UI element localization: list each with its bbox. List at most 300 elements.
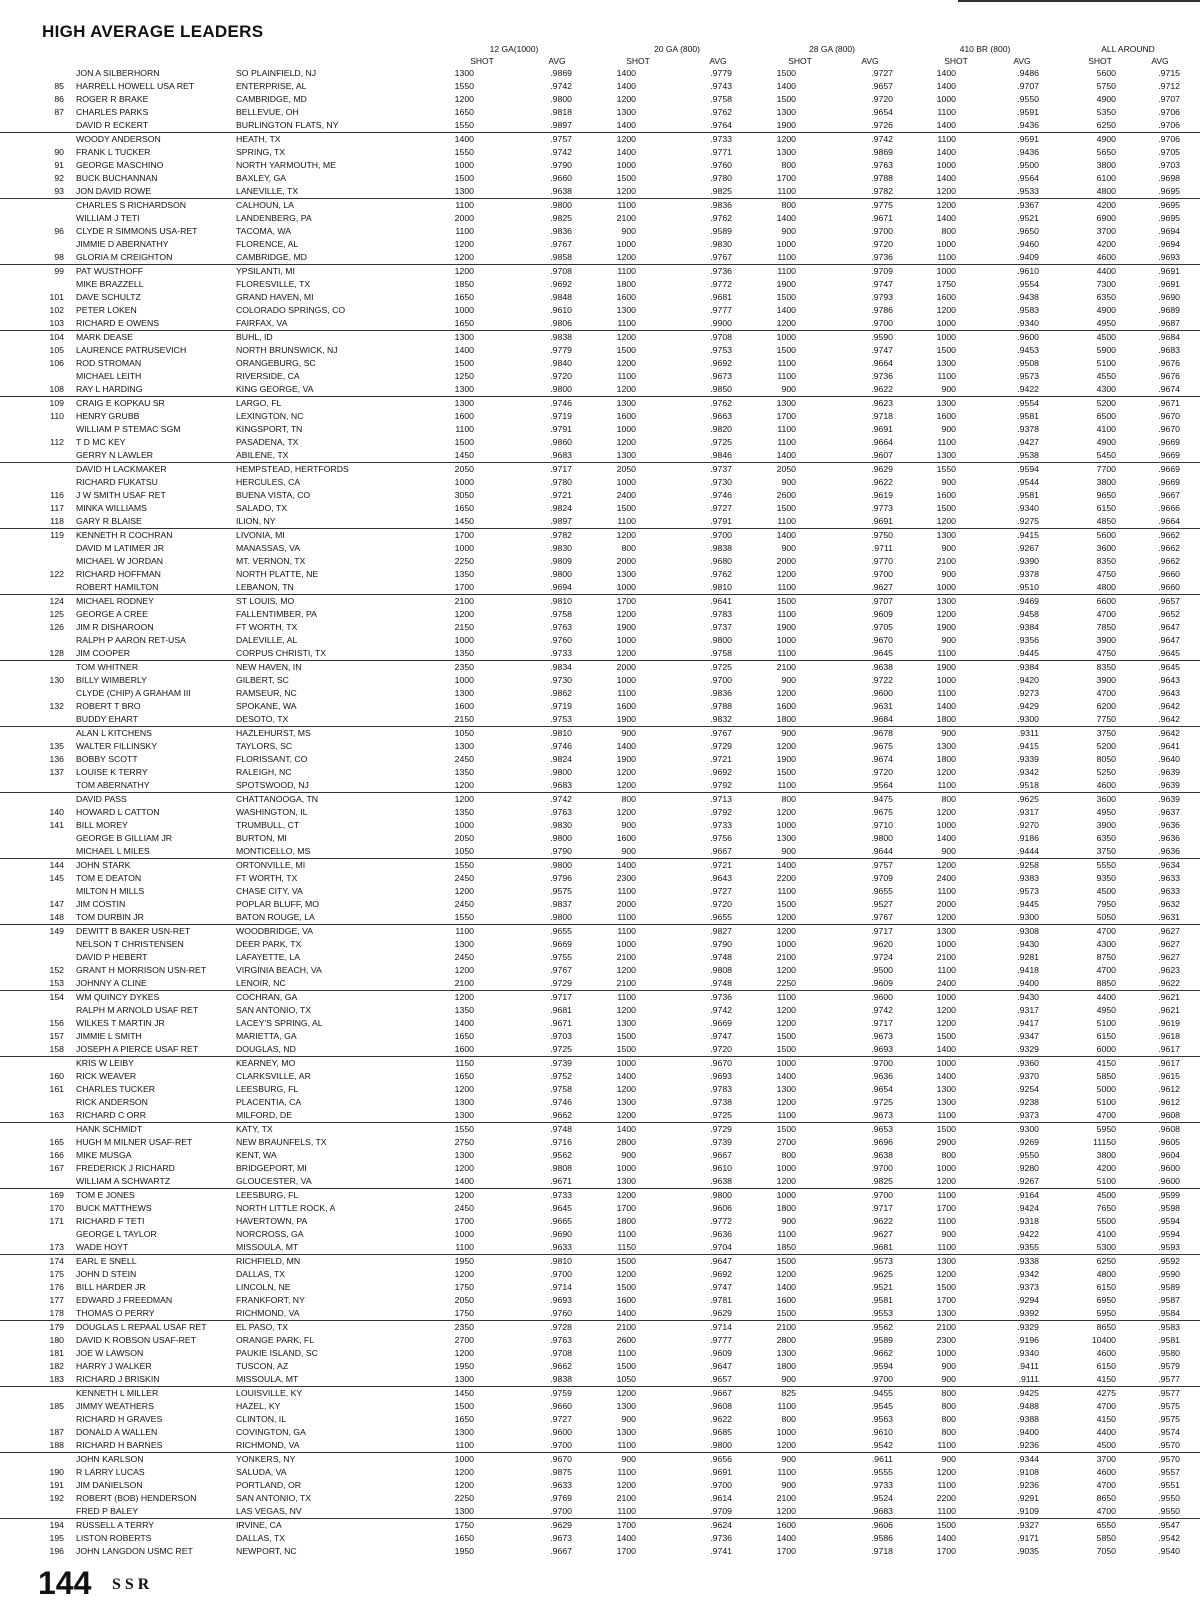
hometown: NORTH BRUNSWICK, NJ — [236, 345, 338, 355]
shot-410: 2000 — [936, 899, 956, 909]
shot-12ga: 1200 — [454, 886, 474, 896]
rank: 192 — [49, 1493, 64, 1503]
avg-410: .9430 — [1017, 939, 1039, 949]
shooter-name: CHARLES S RICHARDSON — [76, 200, 187, 210]
shot-20ga: 1300 — [616, 1018, 636, 1028]
shot-410: 1000 — [936, 1348, 956, 1358]
shot-12ga: 2150 — [454, 714, 474, 724]
shot-28ga: 800 — [781, 200, 796, 210]
shot-28ga: 900 — [781, 1480, 796, 1490]
avg-all-around: .9662 — [1158, 530, 1180, 540]
avg-12ga: .9610 — [550, 305, 572, 315]
shot-20ga: 2300 — [616, 873, 636, 883]
shot-12ga: 1050 — [454, 728, 474, 738]
shooter-name: JIM COSTIN — [76, 899, 126, 909]
avg-all-around: .9694 — [1158, 239, 1180, 249]
table-row — [0, 1334, 1200, 1347]
avg-410: .9383 — [1017, 873, 1039, 883]
avg-20ga: .9779 — [710, 68, 732, 78]
shot-12ga: 1850 — [454, 279, 474, 289]
hometown: WOODBRIDGE, VA — [236, 926, 314, 936]
avg-20ga: .9772 — [710, 279, 732, 289]
avg-12ga: .9806 — [550, 318, 572, 328]
table-row — [0, 1017, 1200, 1030]
table-row — [0, 1043, 1200, 1056]
avg-12ga: .9825 — [550, 213, 572, 223]
avg-all-around: .9695 — [1158, 200, 1180, 210]
table-row — [0, 93, 1200, 106]
shot-410: 900 — [941, 569, 956, 579]
shot-28ga: 1000 — [776, 1163, 796, 1173]
avg-410: .9373 — [1017, 1110, 1039, 1120]
table-row — [0, 67, 1200, 80]
shot-12ga: 1350 — [454, 807, 474, 817]
hometown: BUENA VISTA, CO — [236, 490, 311, 500]
hometown: BELLEVUE, OH — [236, 107, 299, 117]
shot-20ga: 1900 — [616, 622, 636, 632]
shot-20ga: 2000 — [616, 556, 636, 566]
shot-12ga: 1550 — [454, 120, 474, 130]
shooter-name: RICHARD H BARNES — [76, 1440, 163, 1450]
group-header-12ga: 12 GA(1000) — [489, 44, 539, 54]
avg-20ga: .9638 — [710, 1176, 732, 1186]
shooter-name: HENRY GRUBB — [76, 411, 140, 421]
table-row — [0, 898, 1200, 911]
avg-12ga: .9869 — [550, 68, 572, 78]
shooter-name: WILLIAM A SCHWARTZ — [76, 1176, 171, 1186]
avg-20ga: .9589 — [710, 226, 732, 236]
hometown: DESOTO, TX — [236, 714, 289, 724]
shot-28ga: 1900 — [776, 754, 796, 764]
hometown: CAMBRIDGE, MD — [236, 252, 307, 262]
avg-20ga: .9655 — [710, 912, 732, 922]
avg-410: .9186 — [1017, 833, 1039, 843]
shot-28ga: 1400 — [776, 530, 796, 540]
shot-all-around: 4100 — [1096, 424, 1116, 434]
shot-all-around: 4200 — [1096, 1163, 1116, 1173]
avg-28ga: .9590 — [871, 332, 893, 342]
avg-12ga: .9808 — [550, 1163, 572, 1173]
avg-410: .9342 — [1017, 767, 1039, 777]
shot-410: 1000 — [936, 318, 956, 328]
top-rule — [958, 0, 1200, 2]
shot-all-around: 4150 — [1096, 1374, 1116, 1384]
avg-410: .9327 — [1017, 1520, 1039, 1530]
avg-all-around: .9631 — [1158, 912, 1180, 922]
shot-all-around: 6550 — [1096, 1520, 1116, 1530]
shooter-name: RICK WEAVER — [76, 1071, 137, 1081]
shot-12ga: 1000 — [454, 675, 474, 685]
shooter-name: MINKA WILLIAMS — [76, 503, 147, 513]
column-group-headers — [0, 44, 1200, 56]
shot-20ga: 1200 — [616, 965, 636, 975]
shot-12ga: 1700 — [454, 530, 474, 540]
rank: 148 — [49, 912, 64, 922]
shot-12ga: 1300 — [454, 1374, 474, 1384]
table-row — [0, 938, 1200, 951]
hometown: PORTLAND, OR — [236, 1480, 302, 1490]
shot-20ga: 2100 — [616, 1493, 636, 1503]
shooter-name: RAY L HARDING — [76, 384, 143, 394]
shot-410: 2400 — [936, 873, 956, 883]
hometown: PAUKIE ISLAND, SC — [236, 1348, 318, 1358]
avg-all-around: .9593 — [1158, 1242, 1180, 1252]
hometown: PASADENA, TX — [236, 437, 299, 447]
shot-410: 1400 — [936, 81, 956, 91]
avg-28ga: .9664 — [871, 437, 893, 447]
avg-all-around: .9642 — [1158, 728, 1180, 738]
avg-20ga: .9764 — [710, 120, 732, 130]
avg-410: .9275 — [1017, 516, 1039, 526]
shooter-name: DAVID H LACKMAKER — [76, 464, 167, 474]
rank: 137 — [49, 767, 64, 777]
avg-all-around: .9634 — [1158, 860, 1180, 870]
shot-all-around: 8350 — [1096, 662, 1116, 672]
shot-28ga: 900 — [781, 675, 796, 685]
table-row — [0, 1096, 1200, 1109]
shot-410: 1100 — [937, 965, 956, 975]
avg-12ga: .9757 — [550, 134, 572, 144]
avg-12ga: .9758 — [550, 609, 572, 619]
hometown: HAVERTOWN, PA — [236, 1216, 308, 1226]
hometown: GRAND HAVEN, MI — [236, 292, 314, 302]
rank: 102 — [49, 305, 64, 315]
shot-all-around: 5100 — [1096, 1176, 1116, 1186]
avg-410: .9360 — [1017, 1058, 1039, 1068]
rank: 136 — [49, 754, 64, 764]
avg-28ga: .9763 — [871, 160, 893, 170]
avg-all-around: .9684 — [1158, 332, 1180, 342]
avg-410: .9591 — [1017, 134, 1039, 144]
shot-12ga: 2350 — [454, 1322, 474, 1332]
shooter-name: ROD STROMAN — [76, 358, 142, 368]
hometown: FAIRFAX, VA — [236, 318, 288, 328]
hometown: LACEY'S SPRING, AL — [236, 1018, 323, 1028]
shot-28ga: 825 — [781, 1388, 796, 1398]
shooter-name: WM QUINCY DYKES — [76, 992, 160, 1002]
avg-28ga: .9720 — [871, 767, 893, 777]
avg-410: .9254 — [1017, 1084, 1039, 1094]
avg-all-around: .9633 — [1158, 873, 1180, 883]
hometown: BAXLEY, GA — [236, 173, 287, 183]
shooter-name: DAVID R ECKERT — [76, 120, 149, 130]
avg-20ga: .9737 — [710, 622, 732, 632]
shooter-name: RICHARD J BRISKIN — [76, 1374, 160, 1384]
avg-12ga: .9708 — [550, 266, 572, 276]
avg-all-around: .9599 — [1158, 1190, 1180, 1200]
avg-12ga: .9742 — [550, 794, 572, 804]
rank: 174 — [49, 1256, 64, 1266]
avg-12ga: .9629 — [550, 1520, 572, 1530]
hometown: FT WORTH, TX — [236, 873, 298, 883]
shot-12ga: 1200 — [454, 609, 474, 619]
avg-28ga: .9600 — [871, 688, 893, 698]
shot-12ga: 1300 — [454, 1097, 474, 1107]
avg-all-around: .9619 — [1158, 1018, 1180, 1028]
avg-28ga: .9564 — [871, 780, 893, 790]
table-row — [0, 1254, 1200, 1268]
avg-410: .9422 — [1017, 384, 1039, 394]
avg-410: .9400 — [1017, 978, 1039, 988]
shot-410: 1700 — [936, 1546, 956, 1556]
avg-28ga: .9625 — [871, 1269, 893, 1279]
shooter-name: JOHNNY A CLINE — [76, 978, 147, 988]
avg-12ga: .9810 — [550, 1256, 572, 1266]
shooter-name: WILLIAM J TETI — [76, 213, 140, 223]
shot-12ga: 3050 — [454, 490, 474, 500]
shot-20ga: 1100 — [617, 1506, 636, 1516]
hometown: KENT, WA — [236, 1150, 277, 1160]
shot-all-around: 5300 — [1096, 1242, 1116, 1252]
shot-28ga: 1100 — [777, 780, 796, 790]
hometown: LEESBURG, FL — [236, 1190, 299, 1200]
avg-all-around: .9671 — [1158, 398, 1180, 408]
shot-28ga: 1400 — [776, 450, 796, 460]
shot-20ga: 1500 — [616, 1361, 636, 1371]
shot-all-around: 4750 — [1096, 569, 1116, 579]
shot-12ga: 1650 — [454, 1031, 474, 1041]
hometown: DALLAS, TX — [236, 1533, 286, 1543]
shot-all-around: 3700 — [1096, 1454, 1116, 1464]
shooter-name: BUCK BUCHANNAN — [76, 173, 158, 183]
shot-28ga: 1300 — [776, 398, 796, 408]
rank: 169 — [49, 1190, 64, 1200]
table-row — [0, 1070, 1200, 1083]
shot-28ga: 1300 — [776, 147, 796, 157]
shot-410: 900 — [941, 1361, 956, 1371]
shot-all-around: 5850 — [1096, 1071, 1116, 1081]
hometown: YONKERS, NY — [236, 1454, 296, 1464]
rank: 125 — [49, 609, 64, 619]
avg-410: .9267 — [1017, 543, 1039, 553]
shot-20ga: 2400 — [616, 490, 636, 500]
shooter-name: GEORGE A CREE — [76, 609, 148, 619]
avg-12ga: .9719 — [550, 701, 572, 711]
avg-all-around: .9693 — [1158, 252, 1180, 262]
hometown: RIVERSIDE, CA — [236, 371, 300, 381]
shot-12ga: 1100 — [455, 226, 474, 236]
shooter-name: CLYDE R SIMMONS USA-RET — [76, 226, 198, 236]
table-row — [0, 1360, 1200, 1373]
avg-20ga: .9730 — [710, 477, 732, 487]
avg-all-around: .9574 — [1158, 1427, 1180, 1437]
avg-28ga: .9691 — [871, 424, 893, 434]
shooter-name: LOUISE K TERRY — [76, 767, 148, 777]
table-row — [0, 621, 1200, 634]
avg-28ga: .9717 — [871, 1018, 893, 1028]
avg-12ga: .9875 — [550, 1467, 572, 1477]
avg-all-around: .9690 — [1158, 292, 1180, 302]
shot-all-around: 4300 — [1096, 384, 1116, 394]
avg-410: .9469 — [1017, 596, 1039, 606]
hometown: KATY, TX — [236, 1124, 273, 1134]
shot-12ga: 1150 — [455, 1058, 474, 1068]
shot-all-around: 6000 — [1096, 1044, 1116, 1054]
avg-20ga: .9743 — [710, 81, 732, 91]
avg-all-around: .9577 — [1158, 1374, 1180, 1384]
table-row — [0, 1281, 1200, 1294]
avg-12ga: .9692 — [550, 279, 572, 289]
shot-all-around: 4700 — [1096, 1110, 1116, 1120]
shot-28ga: 1200 — [776, 1269, 796, 1279]
avg-20ga: .9657 — [710, 1374, 732, 1384]
rank: 98 — [54, 252, 64, 262]
avg-all-around: .9687 — [1158, 318, 1180, 328]
shot-all-around: 8750 — [1096, 952, 1116, 962]
avg-20ga: .9727 — [710, 503, 732, 513]
shot-all-around: 4700 — [1096, 1506, 1116, 1516]
avg-410: .9291 — [1017, 1493, 1039, 1503]
table-row — [0, 146, 1200, 159]
shot-410: 1000 — [936, 582, 956, 592]
avg-12ga: .9838 — [550, 332, 572, 342]
avg-12ga: .9714 — [550, 1282, 572, 1292]
shot-12ga: 1550 — [454, 81, 474, 91]
table-row — [0, 819, 1200, 832]
shot-28ga: 900 — [781, 1216, 796, 1226]
avg-20ga: .9808 — [710, 965, 732, 975]
shot-all-around: 4400 — [1096, 266, 1116, 276]
avg-20ga: .9836 — [710, 200, 732, 210]
shooter-name: CRAIG E KOPKAU SR — [76, 398, 165, 408]
shooter-name: ALAN L KITCHENS — [76, 728, 152, 738]
avg-12ga: .9767 — [550, 965, 572, 975]
shot-410: 800 — [941, 1150, 956, 1160]
shot-410: 1700 — [936, 1295, 956, 1305]
shot-12ga: 2750 — [454, 1137, 474, 1147]
avg-12ga: .9742 — [550, 81, 572, 91]
avg-12ga: .9836 — [550, 226, 572, 236]
avg-20ga: .9832 — [710, 714, 732, 724]
shot-410: 1000 — [936, 160, 956, 170]
shooter-name: JIM COOPER — [76, 648, 131, 658]
avg-20ga: .9792 — [710, 780, 732, 790]
shot-all-around: 6100 — [1096, 173, 1116, 183]
group-header-20ga: 20 GA (800) — [654, 44, 700, 54]
avg-410: .9550 — [1017, 1150, 1039, 1160]
shot-all-around: 8050 — [1096, 754, 1116, 764]
avg-12ga: .9708 — [550, 1348, 572, 1358]
shooter-name: HOWARD L CATTON — [76, 807, 160, 817]
shot-12ga: 1550 — [454, 860, 474, 870]
avg-20ga: .9685 — [710, 1427, 732, 1437]
shot-410: 1100 — [937, 688, 956, 698]
shooter-name: FREDERICK J RICHARD — [76, 1163, 175, 1173]
shot-12ga: 1200 — [454, 780, 474, 790]
table-row — [0, 1518, 1200, 1532]
avg-410: .9554 — [1017, 279, 1039, 289]
avg-12ga: .9645 — [550, 1203, 572, 1213]
avg-410: .9317 — [1017, 807, 1039, 817]
avg-28ga: .9609 — [871, 978, 893, 988]
rank: 116 — [50, 490, 64, 500]
shooter-name: TOM DURBIN JR — [76, 912, 144, 922]
shot-28ga: 1300 — [776, 1348, 796, 1358]
shot-12ga: 1550 — [454, 147, 474, 157]
avg-410: .9424 — [1017, 1203, 1039, 1213]
hometown: LENOIR, NC — [236, 978, 286, 988]
shooter-name: TOM ABERNATHY — [76, 780, 150, 790]
hometown: YPSILANTI, MI — [236, 266, 295, 276]
hometown: BRIDGEPORT, MI — [236, 1163, 307, 1173]
shot-12ga: 1400 — [454, 1018, 474, 1028]
shot-all-around: 4150 — [1096, 1058, 1116, 1068]
sub-header-shot: SHOT — [944, 56, 968, 66]
shot-all-around: 5450 — [1096, 450, 1116, 460]
table-row — [0, 1505, 1200, 1518]
shot-410: 2900 — [936, 1137, 956, 1147]
avg-20ga: .9800 — [710, 1190, 732, 1200]
hometown: LAS VEGAS, NV — [236, 1506, 302, 1516]
shot-20ga: 1000 — [616, 239, 636, 249]
shot-410: 1600 — [936, 292, 956, 302]
rank: 179 — [49, 1322, 64, 1332]
shot-410: 800 — [941, 226, 956, 236]
table-row — [0, 528, 1200, 542]
shot-20ga: 2000 — [616, 899, 636, 909]
avg-12ga: .9633 — [550, 1480, 572, 1490]
shot-28ga: 1500 — [776, 345, 796, 355]
shot-20ga: 1100 — [617, 688, 636, 698]
avg-20ga: .9738 — [710, 1097, 732, 1107]
avg-all-around: .9683 — [1158, 345, 1180, 355]
rank: 188 — [49, 1440, 64, 1450]
avg-410: .9390 — [1017, 556, 1039, 566]
table-row — [0, 687, 1200, 700]
avg-12ga: .9800 — [550, 200, 572, 210]
shot-28ga: 1500 — [776, 1308, 796, 1318]
group-header-410: 410 BR (800) — [959, 44, 1011, 54]
shot-28ga: 900 — [781, 728, 796, 738]
avg-12ga: .9717 — [550, 992, 572, 1002]
table-row — [0, 225, 1200, 238]
shot-12ga: 1500 — [454, 358, 474, 368]
group-header-all-around: ALL AROUND — [1101, 44, 1155, 54]
shooter-name: WADE HOYT — [76, 1242, 129, 1252]
avg-28ga: .9455 — [871, 1388, 893, 1398]
avg-12ga: .9810 — [550, 728, 572, 738]
shot-all-around: 11150 — [1093, 1137, 1116, 1147]
shot-410: 1100 — [937, 648, 956, 658]
table-row — [0, 634, 1200, 647]
avg-28ga: .9623 — [871, 398, 893, 408]
avg-20ga: .9737 — [710, 464, 732, 474]
avg-20ga: .9727 — [710, 886, 732, 896]
shot-28ga: 2700 — [776, 1137, 796, 1147]
shot-410: 1400 — [936, 1071, 956, 1081]
shooter-name: DAVID M LATIMER JR — [76, 543, 165, 553]
shot-410: 1500 — [936, 1124, 956, 1134]
avg-all-around: .9612 — [1158, 1097, 1180, 1107]
avg-28ga: .9600 — [871, 992, 893, 1002]
shot-410: 1500 — [936, 1031, 956, 1041]
shot-12ga: 1300 — [454, 398, 474, 408]
avg-20ga: .9692 — [710, 358, 732, 368]
shot-20ga: 2600 — [616, 1335, 636, 1345]
shot-28ga: 1100 — [777, 186, 796, 196]
rank: 154 — [49, 992, 64, 1002]
rank: 178 — [49, 1308, 64, 1318]
shot-20ga: 1200 — [616, 780, 636, 790]
hometown: BURTON, MI — [236, 833, 287, 843]
avg-410: .9347 — [1017, 1031, 1039, 1041]
shooter-name: BOBBY SCOTT — [76, 754, 138, 764]
avg-20ga: .9669 — [710, 1018, 732, 1028]
rank: 92 — [54, 173, 64, 183]
shot-all-around: 4600 — [1096, 1348, 1116, 1358]
shot-20ga: 1100 — [617, 886, 636, 896]
hometown: HAZEL, KY — [236, 1401, 281, 1411]
